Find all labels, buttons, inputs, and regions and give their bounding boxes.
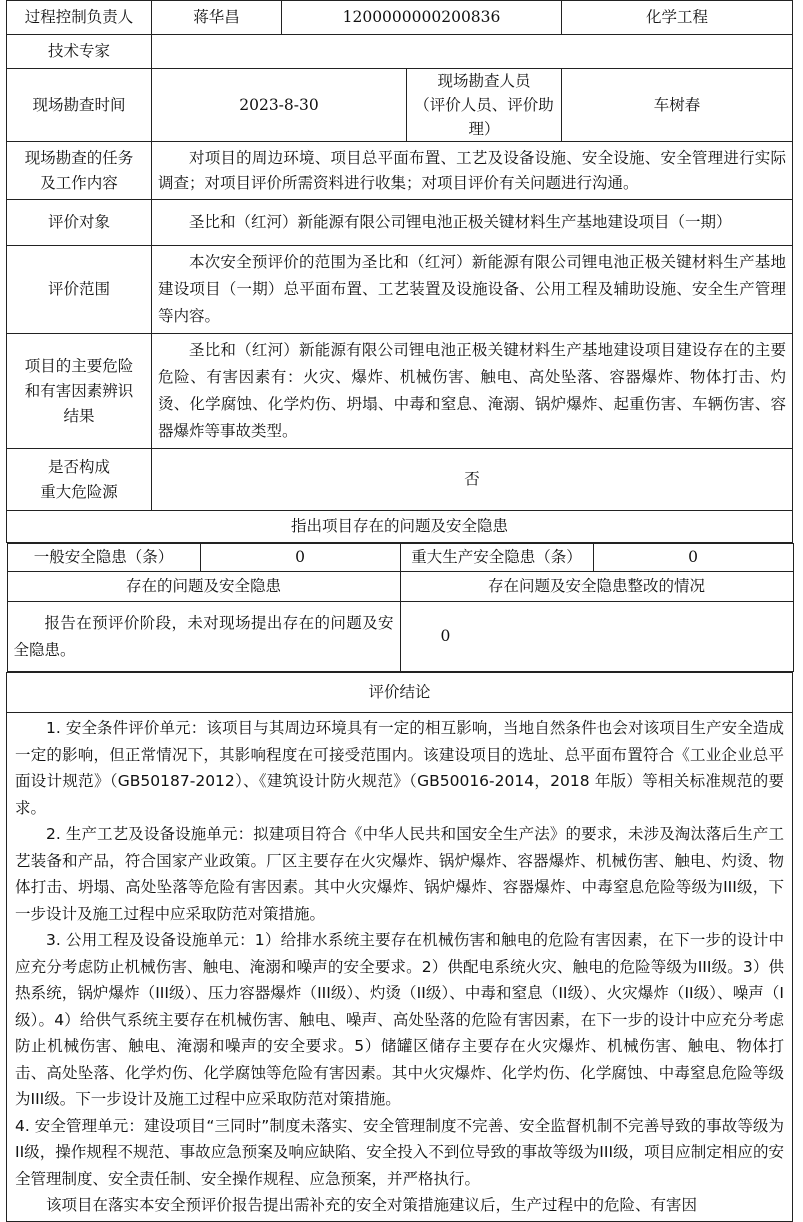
survey-time-value: 2023-8-30 [152, 69, 407, 142]
survey-staff-label-line2: （评价人员、评价助理） [414, 96, 554, 138]
row-issues-header [7, 511, 793, 543]
survey-staff-label [407, 69, 562, 142]
process-lead-major: 化学工程 [562, 1, 793, 35]
survey-time-label: 现场勘查时间 [7, 69, 152, 142]
hazard-label-line2: 和有害因素辨识 [24, 381, 134, 400]
row-issues-body [7, 543, 793, 673]
row-survey [7, 69, 793, 142]
major-hazard-value: 否 [152, 449, 793, 511]
object-value: 圣比和（红河）新能源有限公司锂电池正极关键材料生产基地建设项目（一期） [152, 200, 793, 246]
general-hazard-count: 0 [200, 544, 400, 572]
tech-expert-value [152, 35, 793, 69]
scope-label: 评价范围 [7, 246, 152, 334]
rectify-value: 0 [400, 602, 793, 672]
conclusion-paragraph-3: 3. 公用工程及设备设施单元：1）给排水系统主要存在机械伤害和触电的危险有害因素，在下一步的设计中应充分考虑防止机械伤害、触电、淹溺和噪声的安全要求。2）供配电系统火灾、触电的危险等级为III级。3）供热系统，锅炉爆炸（III级）、压力容器爆炸（III级）、灼烫（II级）、中毒和窒息（II级）、火灾爆炸（II级）、噪声（I级）。4）给供气系统主要存在机械伤害、触电、噪声、高处坠落的危险有害因素，在下一步的设计中应充分考虑防止机械伤害、触电、淹溺和噪声的安全要求。5）储罐区储存主要存在火灾爆炸、机械伤害、触电、物体打击、高处坠落、化学灼伤、化学腐蚀等危险有害因素。其中火灾爆炸、化学灼伤、化学腐蚀、中毒窒息危险等级为III级。下一步设计及施工过程中应采取防范对策措施。 [15, 931, 785, 1108]
object-label: 评价对象 [7, 200, 152, 246]
problems-text: 报告在预评价阶段，未对现场提出存在的问题及安全隐患。 [7, 602, 400, 672]
row-major-hazard [7, 449, 793, 511]
process-lead-label: 过程控制负责人 [7, 1, 152, 35]
row-scope [7, 246, 793, 334]
row-conclusion-body [7, 713, 793, 1222]
hazard-value: 圣比和（红河）新能源有限公司锂电池正极关键材料生产基地建设项目建设存在的主要危险、有害因素有：火灾、爆炸、机械伤害、触电、高处坠落、容器爆炸、物体打击、灼烫、化学腐蚀、化学灼伤、坍塌、中毒和窒息、淹溺、锅炉爆炸、起重伤害、车辆伤害、容器爆炸等事故类型。 [152, 334, 793, 449]
row-issue-detail [7, 602, 793, 672]
scope-value: 本次安全预评价的范围为圣比和（红河）新能源有限公司锂电池正极关键材料生产基地建设项目（一期）总平面布置、工艺装置及设施设备、公用工程及辅助设施、安全生产管理等内容。 [152, 246, 793, 334]
tech-expert-label: 技术专家 [7, 35, 152, 69]
major-hazard-label [7, 449, 152, 511]
major-hazard-count-label: 重大生产安全隐患（条） [400, 544, 593, 572]
conclusion-paragraph-2: 2. 生产工艺及设备设施单元：拟建项目符合《中华人民共和国安全生产法》的要求，未涉及淘汰落后生产工艺装备和产品，符合国家产业政策。厂区主要存在火灾爆炸、锅炉爆炸、容器爆炸、机械伤害、触电、灼烫、物体打击、坍塌、高处坠落等危险有害因素。其中火灾爆炸、锅炉爆炸、容器爆炸、中毒窒息危险等级为III级，下一步设计及施工过程中应采取防范对策措施。 [15, 825, 785, 923]
general-hazard-label: 一般安全隐患（条） [7, 544, 200, 572]
major-hazard-count: 0 [593, 544, 793, 572]
task-label-line2: 及工作内容 [40, 173, 118, 192]
issues-grid [7, 543, 794, 672]
task-label-line1: 现场勘查的任务 [24, 148, 134, 167]
hazard-label-line3: 结果 [63, 406, 95, 425]
problems-column-header: 存在的问题及安全隐患 [7, 572, 400, 602]
survey-staff-label-line1: 现场勘查人员 [437, 72, 531, 90]
survey-staff-value: 车树春 [562, 69, 793, 142]
conclusion-body [7, 713, 793, 1222]
process-lead-name: 蒋华昌 [152, 1, 282, 35]
row-issue-counts [7, 544, 793, 572]
row-task [7, 142, 793, 200]
major-hazard-label-line1: 是否构成 [47, 457, 110, 476]
major-hazard-label-line2: 重大危险源 [40, 482, 118, 501]
task-label [7, 142, 152, 200]
row-hazard [7, 334, 793, 449]
evaluation-table [6, 0, 793, 1222]
row-process-lead [7, 1, 793, 35]
hazard-label-line1: 项目的主要危险 [24, 356, 134, 375]
row-issue-columns [7, 572, 793, 602]
conclusion-paragraph-1: 1. 安全条件评价单元：该项目与其周边环境具有一定的相互影响，当地自然条件也会对该项目生产安全造成一定的影响，但正常情况下，其影响程度在可接受范围内。该建设项目的选址、总平面布置符合《工业企业总平面设计规范》（GB50187-2012）、《建筑设计防火规范》（GB50016-2014，2018 年版）等相关标准规范的要求。 [15, 719, 785, 817]
rectify-column-header: 存在问题及安全隐患整改的情况 [400, 572, 793, 602]
conclusion-header: 评价结论 [7, 673, 793, 713]
row-tech-expert [7, 35, 793, 69]
task-value: 对项目的周边环境、项目总平面布置、工艺及设备设施、安全设施、安全管理进行实际调查；对项目评价所需资料进行收集；对项目评价有关问题进行沟通。 [152, 142, 793, 200]
row-object [7, 200, 793, 246]
hazard-label [7, 334, 152, 449]
conclusion-paragraph-4: 4. 安全管理单元：建设项目“三同时”制度未落实、安全管理制度不完善、安全监督机制不完善导致的事故等级为II级，操作规程不规范、事故应急预案及响应缺陷、安全投入不到位导致的事故等级为III级，项目应制定相应的安全管理制度、安全责任制、安全操作规程、应急预案，并严格执行。 [15, 1116, 785, 1188]
row-conclusion-header [7, 673, 793, 713]
issues-header: 指出项目存在的问题及安全隐患 [7, 511, 793, 543]
conclusion-paragraph-5: 该项目在落实本安全预评价报告提出需补充的安全对策措施建议后，生产过程中的危险、有害因 [46, 1196, 698, 1214]
process-lead-id: 1200000000200836 [282, 1, 562, 35]
